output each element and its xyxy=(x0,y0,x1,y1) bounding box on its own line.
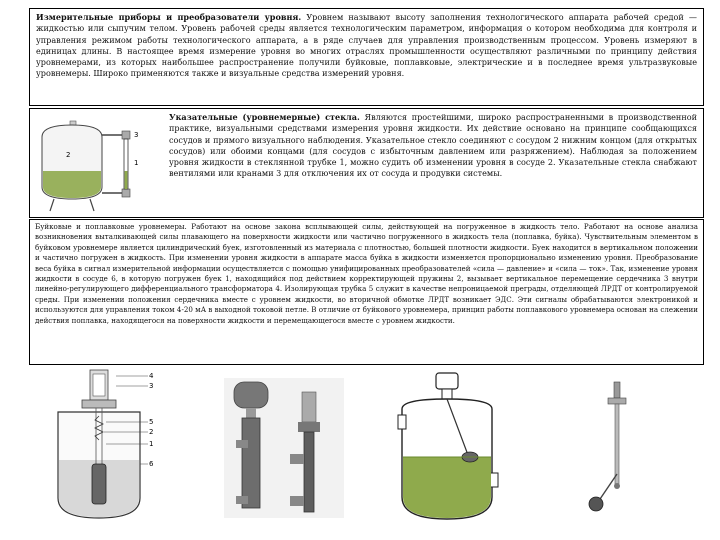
intro-box xyxy=(29,8,704,106)
sight-glass-heading: Указательные (уровнемерные) стекла. xyxy=(169,112,360,122)
sight-glass-paragraph xyxy=(169,112,697,180)
displacer-schematic-figure xyxy=(52,368,158,528)
displacer-photo-figure xyxy=(224,368,344,528)
sight-glass-figure xyxy=(32,113,164,215)
displacer-box xyxy=(29,219,704,365)
sight-glass-body: Являются простейшими, широко распространенными в производственной практике, визуальными средствами измерения уровня жидкости. Их действие основано на принципе сообщающихся сосудов и прямого визуального наблюдения. Указательное стекло соединяют с сосудом 2 нижним концом (для открытых сосудов) или обоими концами (для сосудов с избыточным давлением или разряжением). Наблюдая за положением уровня жидкости в стеклянной трубке 1, можно судить об изменении уровня в сосуде 2. Указательные стекла снабжают вентилями или кранами 3 для отключения их от сосуда и продувки системы. xyxy=(169,112,697,179)
schematic-label-2: 2 xyxy=(149,428,154,436)
schematic-label-3: 3 xyxy=(149,382,154,390)
schematic-label-1: 1 xyxy=(149,440,154,448)
intro-heading: Измерительные приборы и преобразователи уровня. xyxy=(36,12,302,22)
float-tank-figure xyxy=(392,368,504,528)
intro-body: Уровнем называют высоту заполнения технологического аппарата рабочей средой — жидкостью или сыпучим телом. Уровень рабочей среды является технологическим параметром, информация о котором необходима для контроля и управления режимом работы технологического аппарата, а в ряде случаев для управления производственным процессом. Уровень измеряют в единицах длины. В настоящее время измерение уровня во многих отраслях промышленности осуществляют различными по принципу действия уровнемерами, из которых наибольшее распространение получили буйковые, поплавковые, электрические и в последнее время ультразвуковые уровнемеры. Широко применяются также и визуальные средства измерений уровня. xyxy=(36,12,698,79)
schematic-label-6: 6 xyxy=(149,460,154,468)
displacer-heading: Буйковые и поплавковые уровнемеры. xyxy=(35,222,187,231)
displacer-body: Работают на основе закона всплывающей силы, действующей на погруженное в жидкость тело. Работают на основе анализа возникновения выталкивающей силы плавающего на поверхности жидкости или частично погруженного в жидкость тела (поплавка, буйка). Чувствительным элементом в буйковом уровнемере является цилиндрический буек, изготовленный из материала с плотностью, большей плотности жидкости. Буек находится в вертикальном положении и частично погружен в жидкость. При изменении уровня жидкости в аппарате масса буйка в жидкости изменяется пропорционально изменению уровня. Преобразование веса буйка в сигнал измерительной информации осуществляется с помощью унифицированных преобразователей «сила — давление» и «сила — ток». Так, изменение уровня жидкости в сосуде 6, в которую погружен буек 1, находящийся под действием корректирующей пружины 2, вызывает вертикальное перемещение сердечника 3 внутри линейно-регулирующего дифференциального трансформатора 4. Изолирующая трубка 5 служит в качестве непроницаемой преграды, отделяющей ЛРДТ от контролируемой среды. При изменении положения сердечника вместе с уровнем жидкости, во вторичной обмотке ЛРДТ возникает ЭДС. Эти сигналы обрабатываются электроникой и используются для управления током 4-20 мА в выходной токовой петле. В отличие от буйкового уровнемера, принцип работы поплавкового уровнемера основан на слежении действия поплавка, находящегося на поверхности жидкости и перемещающегося вместе с уровнем жидкости. xyxy=(35,222,699,325)
float-switch-figure xyxy=(578,368,658,528)
schematic-label-4: 4 xyxy=(149,372,154,380)
figure-label-3: 3 xyxy=(134,131,139,139)
sight-glass-box xyxy=(29,108,704,218)
schematic-label-5: 5 xyxy=(149,418,154,426)
figure-label-2: 2 xyxy=(66,151,71,159)
figure-label-1: 1 xyxy=(134,159,139,167)
displacer-paragraph xyxy=(35,222,698,326)
intro-paragraph xyxy=(36,12,697,80)
